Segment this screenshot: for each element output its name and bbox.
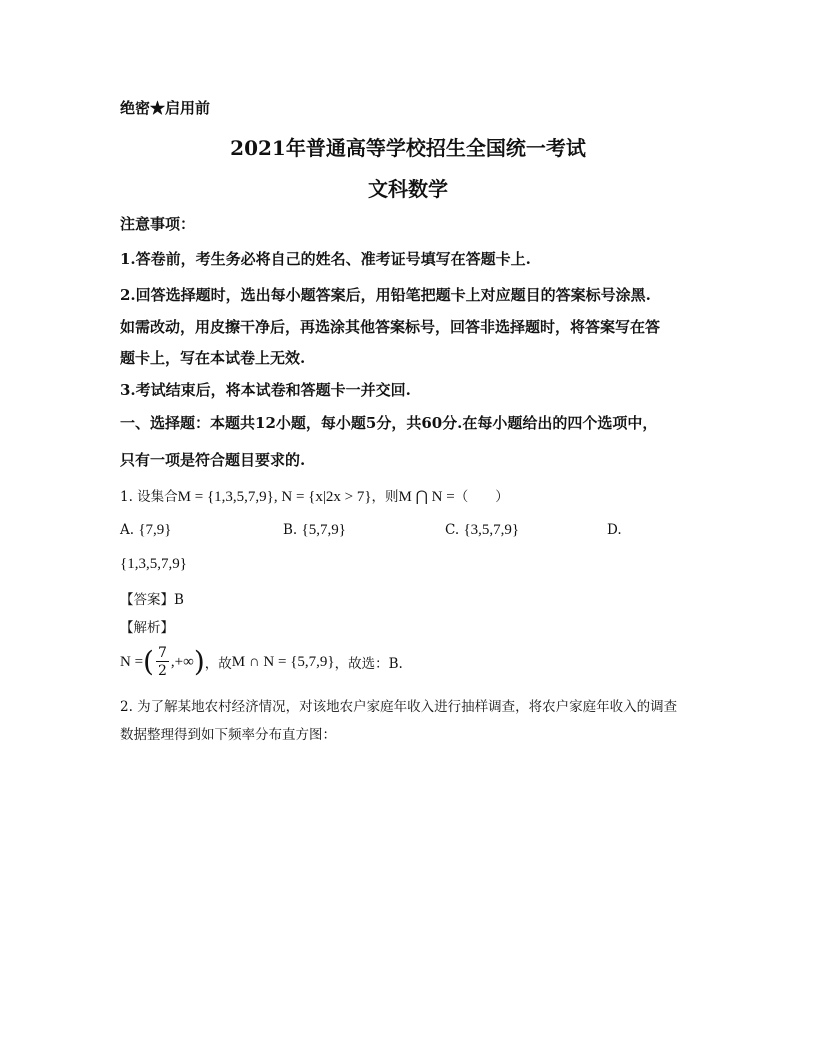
question-1-expr: M ⋂ N = — [398, 489, 455, 505]
question-1-stem — [120, 485, 509, 506]
option-a — [120, 522, 172, 539]
analysis-n: N = — [120, 653, 144, 670]
infinity: ,+∞ — [170, 653, 194, 670]
answer-label: 【答案】B — [120, 592, 184, 608]
option-c — [445, 522, 519, 539]
set-n: , N = {x|2x > 7} — [273, 489, 372, 505]
question-2-line-1: 2. 为了解某地农村经济情况，对该地农户家庭年收入进行抽样调查，将农户家庭年收入的调查 — [120, 699, 678, 715]
question-1-prefix: 1. 设集合 — [120, 489, 178, 505]
exam-subtitle: 文科数学 — [368, 177, 448, 201]
option-a-label: A. — [120, 522, 135, 538]
option-a-value: {7,9} — [138, 522, 172, 538]
analysis-label: 【解析】 — [120, 620, 174, 636]
option-d-value: {1,3,5,7,9} — [120, 556, 187, 572]
secret-label: 绝密★启用前 — [120, 99, 211, 117]
right-paren: ) — [193, 645, 205, 678]
section-heading-line-2: 只有一项是符合题目要求的. — [120, 451, 306, 469]
analysis-expr: M ∩ N = {5,7,9} — [231, 653, 335, 670]
option-c-value: {3,5,7,9} — [463, 522, 520, 538]
notice-item-1: 1.答卷前，考生务必将自己的姓名、准考证号填写在答题卡上. — [120, 250, 531, 268]
question-1-paren: （ ） — [454, 489, 509, 505]
fraction-numerator: 7 — [157, 645, 167, 661]
option-b-label: B. — [283, 522, 298, 538]
notice-heading: 注意事项： — [120, 215, 196, 233]
question-1-then: ，则 — [371, 489, 399, 505]
option-b — [283, 522, 346, 539]
option-d-label: D. — [607, 522, 622, 538]
option-c-label: C. — [445, 522, 460, 538]
left-paren: ( — [143, 645, 154, 678]
option-b-value: {5,7,9} — [301, 522, 346, 538]
question-2-line-2: 数据整理得到如下频率分布直方图： — [120, 727, 336, 743]
notice-item-2-line-1: 2.回答选择题时，选出每小题答案后，用铅笔把题卡上对应题目的答案标号涂黑. — [120, 286, 651, 304]
fraction-denominator: 2 — [157, 663, 167, 679]
analysis-content — [120, 642, 403, 682]
notice-item-2-line-3: 题卡上，写在本试卷上无效. — [120, 349, 306, 367]
section-heading-line-1: 一、选择题：本题共12小题，每小题5分，共60分.在每小题给出的四个选项中， — [120, 414, 658, 432]
analysis-end: ，故选：B. — [334, 656, 403, 672]
notice-item-3: 3.考试结束后，将本试卷和答题卡一并交回. — [120, 381, 411, 399]
fraction — [156, 646, 169, 678]
analysis-rest: ，故 — [204, 656, 232, 672]
notice-item-2-line-2: 如需改动，用皮擦干净后，再选涂其他答案标号，回答非选择题时，将答案写在答 — [120, 318, 661, 336]
set-m: M = {1,3,5,7,9} — [177, 489, 274, 505]
exam-title: 2021年普通高等学校招生全国统一考试 — [230, 136, 586, 160]
